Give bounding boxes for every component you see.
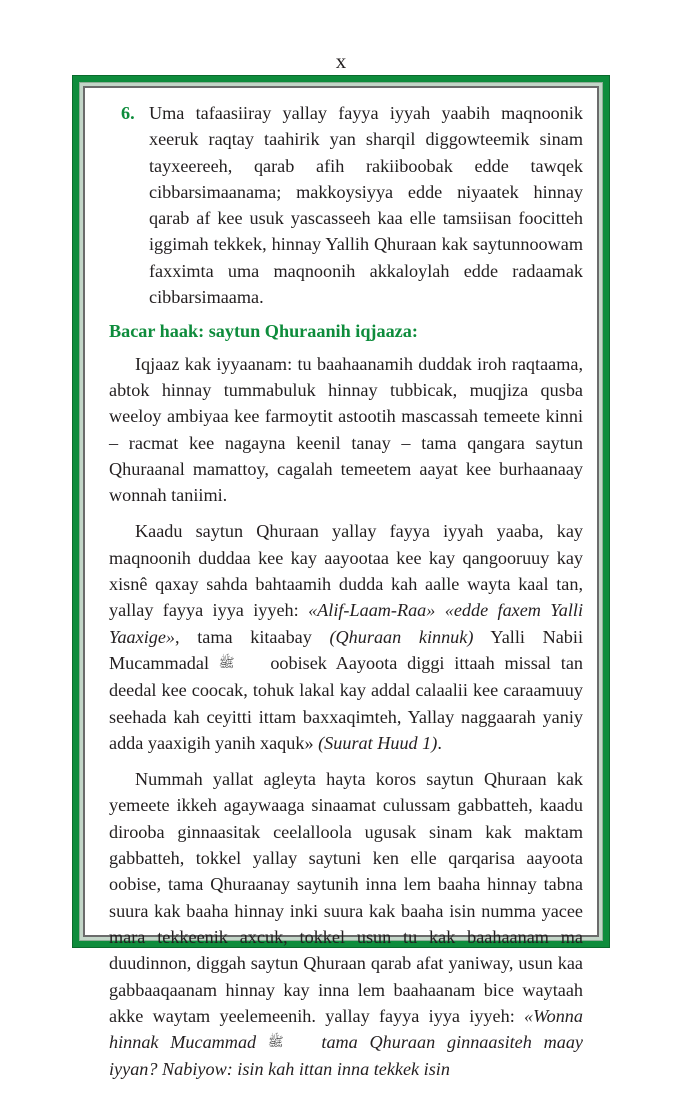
text-run: Kaadu saytun Qhuraan yallay fayya iyyah yaaba, kay maqnoonih duddaa kee kay aayootaa kee kay qangooruuy kay xisnê qaxay sahda bahtaamih dudda kah aalle wayta kaal tan, yallay fayya iyya iyyeh: <box>109 521 583 621</box>
item-text: Uma tafaasiiray yallay fayya iyyah yaabih maqnoonik xeeruk raqtay taahirik yan sharqil diggowteemik sinam tayxeereeh, qarab afih rakiiboobak edde tawqek cibbarsimaanama; makkoysiyya edde niyaatek hinnay qarab af kee usuk yascasseeh kaa elle tamsiisan foocitteh iggimah tekkek, hinnay Yallih Qhuraan kak saytunnoowam faxximta uma maqnoonih akkaloylah edde radaamak cibbarsimaama. <box>149 103 583 308</box>
quote-start: «Wonna hinnak Mucammad <box>109 1005 583 1053</box>
parenthetical-note: (Qhuraan kinnuk) <box>329 626 474 647</box>
page-content <box>109 100 584 1093</box>
salawat-honorific-icon: ﷺ <box>267 1035 284 1051</box>
page-frame-middle-border <box>79 82 603 1080</box>
numbered-item-6 <box>121 100 583 310</box>
page-number: x <box>335 49 347 73</box>
salawat-honorific-icon: ﷺ <box>218 655 235 671</box>
paragraph-quran-challenge <box>109 766 583 1083</box>
paragraph-iqjaaz-definition: Iqjaaz kak iyyaanam: tu baahaanamih duddak iroh raqtaama, abtok hinnay tummabuluk hinnay tubbicak, muqjiza qusba weeloy ambiyaa kee farmoytit astootih mascassah temeete kinni – racmat kee nagayna keenil tanay – tama qangara saytun Qhuraanal mamattoy, cagalah temeetem aayat kee burhaanaay wonnah taniimi. <box>109 353 583 506</box>
quote-continuation: tama Qhuraan ginnaasiteh maay iyyan? Nabiyow: isin kah ittan inna tekkek isin <box>109 1032 583 1080</box>
surah-reference: (Suurat Huud 1) <box>318 732 438 753</box>
text-run: oobisek Aayoota diggi ittaah missal tan deedal kee coocak, tohuk lakal kay addal calaalii kee caraamuuy seehada kah ceyitti ittam baxxaqimteh, Yallay naggaarah yaniy adda yaaxigih yanih xaquk» <box>109 652 583 753</box>
page-frame-outer-border <box>72 75 610 1080</box>
text-run: , tama kitaabay <box>175 626 330 647</box>
item-number: 6. <box>121 103 135 123</box>
text-run: Yalli Nabii Mucammadal <box>109 626 583 673</box>
section-heading: Bacar haak: saytun Qhuraanih iqjaaza: <box>109 321 418 342</box>
quote-alif-laam-raa: «Alif-Laam-Raa» «edde faxem Yalli Yaaxige» <box>109 600 584 647</box>
text-run: Nummah yallat agleyta hayta koros saytun Qhuraan kak yemeete ikkeh agaywaaga sinaamat culussam gabbatteh, kaadu dirooba ginnaasitak ceelalloola ugusak sinam kak maktam gabbatteh, tokkel yallay saytuni ken elle qarqarisa aayoota oobise, tama Qhuraanay saytunih inna lem baaha hinnay tabna suura kak baaha hinnay inki suura kak baaha isin numma yacee mara tekkeenik axcuk, tokkel usun tu kak baahaanam ma duudinnon, diggah saytun Qhuraan qarab afat yaniway, usun kaa gabbaaqaanam hinnay kay inna lem baahaanam bice waytaah akke waytam yeelemeenih. yallay fayya iyya iyyeh: <box>109 769 583 1026</box>
page-frame-inner <box>83 86 599 1080</box>
paragraph-quran-meanings <box>109 518 583 756</box>
text-run: . <box>437 732 442 753</box>
